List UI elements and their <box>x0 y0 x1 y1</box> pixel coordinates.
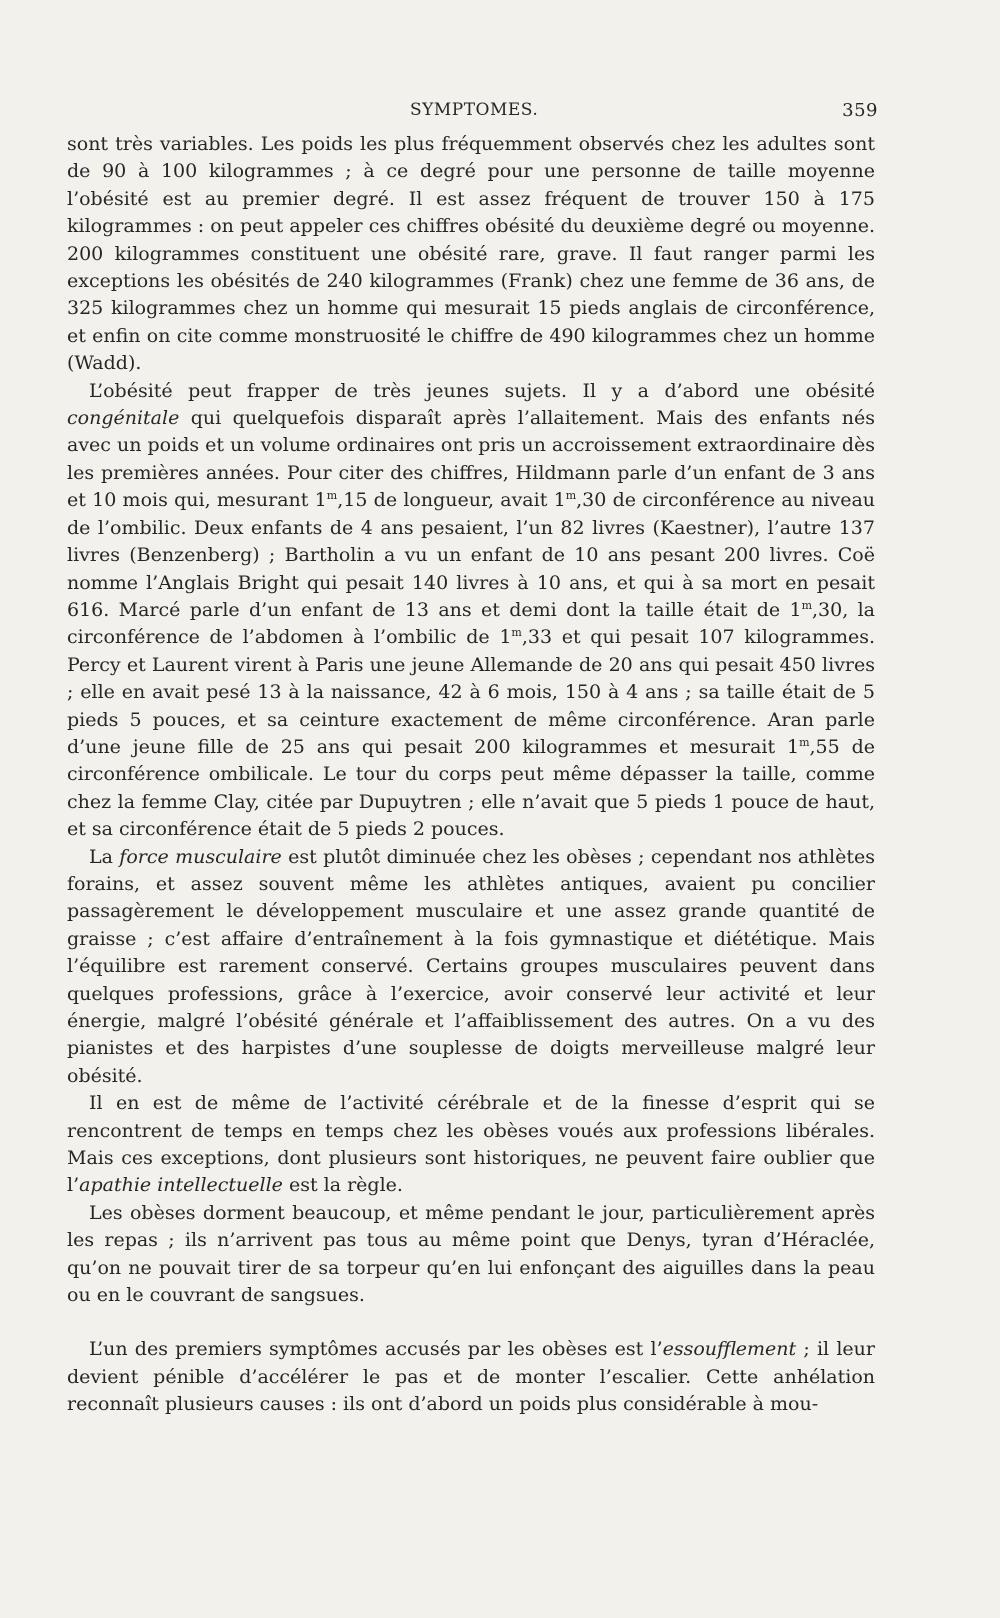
text-run: ; il leur devient pénible d’accélérer le pas et de monter l’escalier. Cette anhélation reconnaît plusieurs causes : ils ont d’abord un poids plus considérable à mou- <box>67 1338 875 1416</box>
italic-term: congénitale <box>67 407 180 430</box>
paragraph-muscular-force <box>67 844 875 1091</box>
italic-term: essoufflement <box>662 1338 797 1361</box>
paragraph-continued: sont très variables. Les poids les plus fréquemment observés chez les adultes sont de 90 à 100 kilogrammes ; à ce degré pour une personne de taille moyenne l’obésité est au premier degré. Il est assez fréquent de trouver 150 à 175 kilogrammes : on peut appeler ces chiffres obésité du deuxième degré ou moyenne. 200 kilogrammes constituent une obésité rare, grave. Il faut ranger parmi les exceptions les obésités de 240 kilogrammes (Frank) chez une femme de 36 ans, de 325 kilogrammes chez un homme qui mesurait 15 pieds anglais de circonférence, et enfin on cite comme monstruosité le chiffre de 490 kilogrammes chez un homme (Wadd). <box>67 133 875 375</box>
running-header <box>0 96 1000 126</box>
superscript: m <box>799 735 810 749</box>
italic-term: apathie intellectuelle <box>79 1174 283 1197</box>
text-run: ,55 de circonférence ombilicale. Le tour du corps peut même dépasser la taille, comme chez la femme Clay, citée par Dupuytren ; elle n’avait que 5 pieds 1 pouce de haut, et sa circonférence était de 5 pieds 2 pouces. <box>67 735 876 841</box>
paragraph-young-subjects <box>67 378 875 844</box>
text-run: est plutôt diminuée chez les obèses ; cependant nos athlètes forains, et assez souvent même les athlètes antiques, avaient pu concilier passagèrement le développement musculaire et une assez grande quantité de graisse ; c’est affaire d’entraînement à la fois gymnastique et diététique. Mais l’équilibre est rarement conservé. Certains groupes musculaires peuvent dans quelques professions, grâce à l’exercice, avoir conservé leur activité et leur énergie, malgré l’obésité générale et l’affaiblissement des autres. On a vu des pianistes et des harpistes d’une souplesse de doigts merveilleuse malgré leur obésité. <box>67 845 876 1087</box>
superscript: m <box>511 626 522 640</box>
text-run: L’un des premiers symptômes accusés par les obèses est l’ <box>89 1338 663 1361</box>
text-run: est la règle. <box>282 1174 403 1197</box>
body-text <box>67 131 875 1419</box>
paragraph-sleep: Les obèses dorment beaucoup, et même pendant le jour, particulièrement après les repas ; ils n’arrivent pas tous au même point que Denys, tyran d’Héraclée, qu’on ne pouvait tirer de sa torpeur qu’en lui enfonçant des aiguilles dans la peau ou en le couvrant de sangsues. <box>67 1201 875 1307</box>
running-title: SYMPTOMES. <box>410 100 539 120</box>
paragraph-cerebral-activity <box>67 1090 875 1200</box>
text-run: qui quelquefois disparaît après l’allaitement. Mais des enfants nés avec un poids et un volume ordinaires ont pris un accroissement extraordinaire dès les premières années. Pour citer des chiffres, Hildmann parle d’un enfant de 3 ans et 10 mois qui, mesurant 1 <box>67 407 875 512</box>
italic-term: force musculaire <box>119 845 282 868</box>
text-run: L’obésité peut frapper de très jeunes sujets. Il y a d’abord une obésité <box>89 379 875 402</box>
paragraph-breathlessness <box>67 1336 875 1418</box>
text-run: Il en est de même de l’activité cérébrale et de la finesse d’esprit qui se rencontrent de temps en temps chez les obèses voués aux professions libérales. Mais ces exceptions, dont plusieurs sont historiques, ne peuvent faire oublier que l’ <box>67 1092 875 1197</box>
superscript: m <box>326 489 338 503</box>
superscript: m <box>801 598 812 612</box>
page-number: 359 <box>842 100 878 121</box>
text-run: ,33 et qui pesait 107 kilogrammes. Percy et Laurent virent à Paris une jeune Allemande de 20 ans qui pesait 450 livres ; elle en avait pesé 13 à la naissance, 42 à 6 mois, 150 à 4 ans ; sa taille était de 5 pieds 5 pouces, et sa ceinture exactement de même circonférence. Aran parle d’une jeune fille de 25 ans qui pesait 200 kilogrammes et mesurait 1 <box>67 626 875 758</box>
text-run: ,30 de circonférence au niveau de l’ombilic. Deux enfants de 4 ans pesaient, l’un 82 livres (Kaestner), l’autre 137 livres (Benzenberg) ; Bartholin a vu un enfant de 10 ans pesant 200 livres. Coë nomme l’Anglais Bright qui pesait 140 livres à 10 ans, et qui à sa mort en pesait 616. Marcé parle d’un enfant de 13 ans et demi dont la taille était de 1 <box>67 489 876 621</box>
text-run: ,30, la circonférence de l’abdomen à l’ombilic de 1 <box>67 598 876 649</box>
text-run: ,15 de longueur, avait 1 <box>337 489 566 512</box>
superscript: m <box>565 489 577 503</box>
text-run: La <box>89 845 120 868</box>
